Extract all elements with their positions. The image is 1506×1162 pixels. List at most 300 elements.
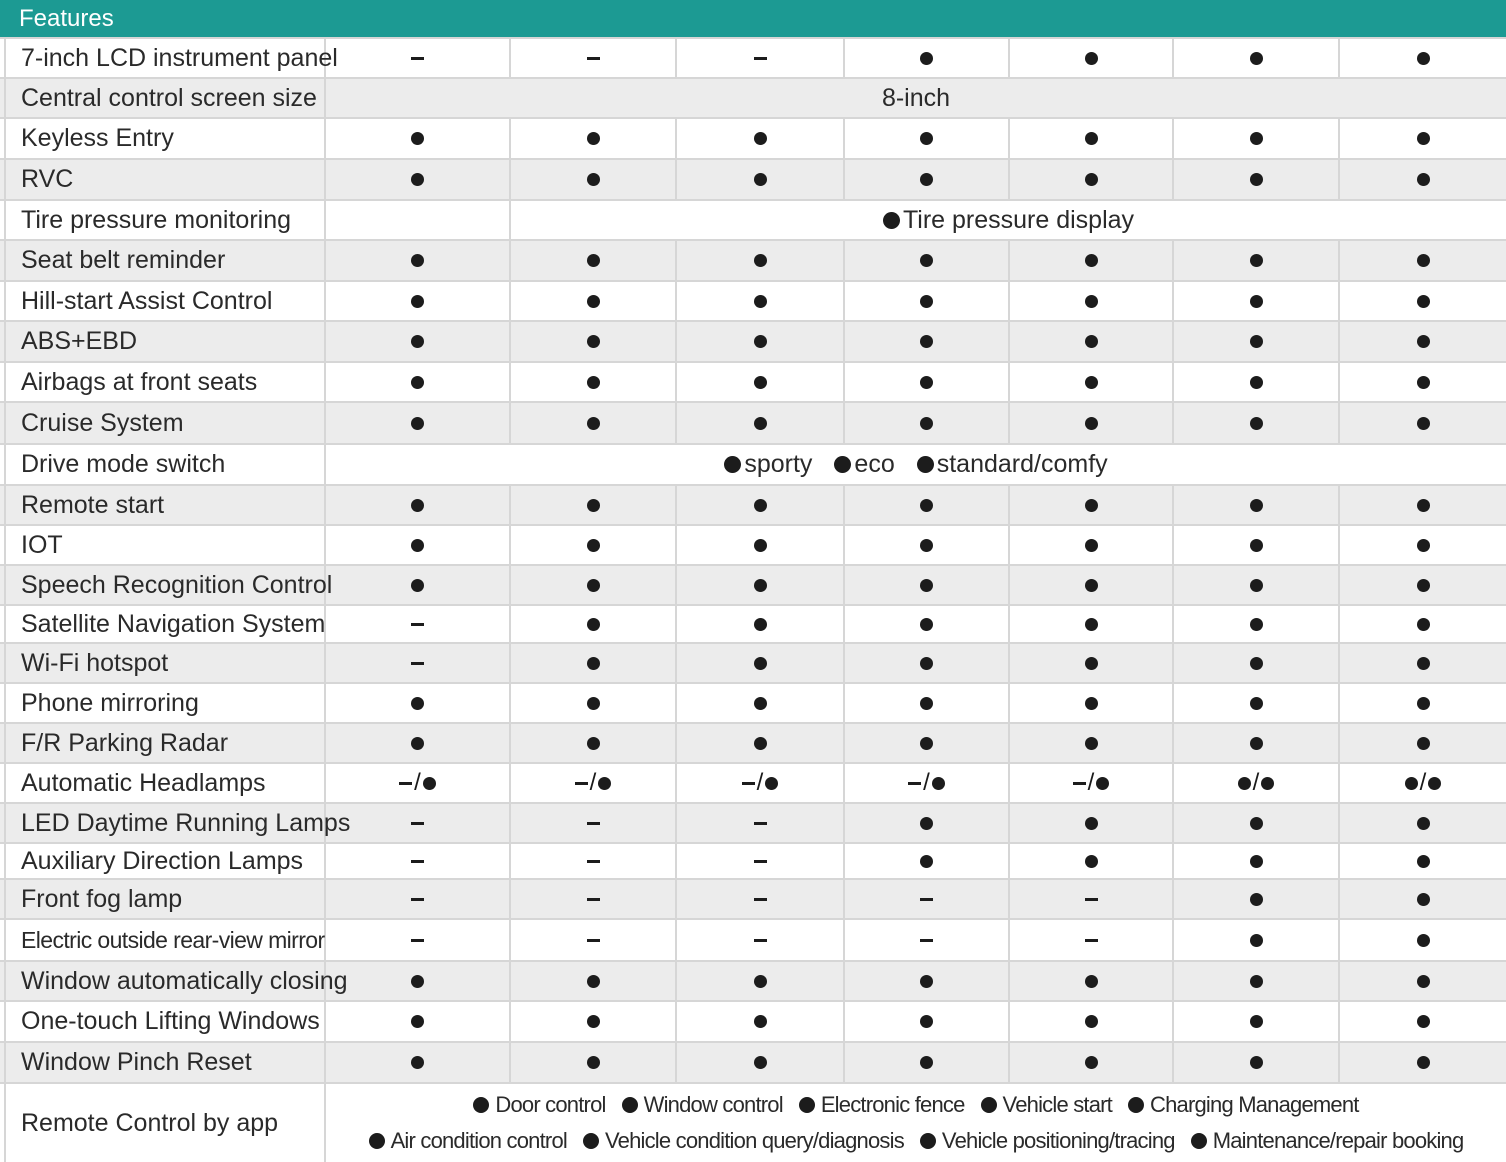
filled-dot-icon <box>1250 737 1263 750</box>
table-row <box>0 802 1506 842</box>
filled-dot-icon <box>920 132 933 145</box>
filled-dot-icon <box>1085 657 1098 670</box>
option-list <box>326 445 1506 484</box>
filled-dot-icon <box>1250 173 1263 186</box>
trim-cell <box>1338 160 1506 199</box>
filled-dot-icon <box>473 1097 489 1113</box>
trim-cell <box>843 486 1008 524</box>
trim-cell <box>1008 962 1172 1000</box>
filled-dot-icon <box>1250 893 1263 906</box>
trim-cell <box>1338 804 1506 842</box>
filled-dot-icon <box>799 1097 815 1113</box>
feature-label: Cruise System <box>4 403 326 443</box>
trim-cell <box>1008 241 1172 280</box>
filled-dot-icon <box>1096 777 1109 790</box>
trim-cell <box>843 764 1008 802</box>
table-row <box>0 1082 1506 1162</box>
filled-dot-icon <box>587 499 600 512</box>
trim-cell <box>509 526 675 564</box>
filled-dot-icon <box>587 618 600 631</box>
app-feature-line <box>473 1092 1358 1118</box>
trim-cell <box>1172 764 1338 802</box>
trim-cell <box>675 606 843 642</box>
filled-dot-icon <box>1250 697 1263 710</box>
slash-separator: / <box>1087 769 1095 796</box>
trim-cell <box>675 241 843 280</box>
filled-dot-icon <box>587 335 600 348</box>
trim-cell <box>675 486 843 524</box>
app-feature-item <box>981 1092 1112 1118</box>
table-row <box>0 642 1506 682</box>
app-feature-item <box>622 1092 783 1118</box>
trim-cell <box>675 160 843 199</box>
dash-icon <box>399 782 412 785</box>
filled-dot-icon <box>1250 335 1263 348</box>
option-label: eco <box>854 450 895 478</box>
trim-cell <box>326 962 509 1000</box>
trim-cell <box>509 684 675 722</box>
app-feature-label: Charging Management <box>1150 1092 1359 1117</box>
trim-cell <box>1172 322 1338 361</box>
trim-cell <box>1008 39 1172 77</box>
trim-cell <box>1008 363 1172 401</box>
trim-cell <box>1008 1002 1172 1041</box>
feature-label: 7-inch LCD instrument panel <box>4 39 326 77</box>
filled-dot-icon <box>917 456 934 473</box>
trim-cell <box>326 1002 509 1041</box>
app-feature-label: Electronic fence <box>820 1092 965 1117</box>
feature-label: One-touch Lifting Windows <box>4 1002 326 1041</box>
filled-dot-icon <box>920 254 933 267</box>
filled-dot-icon <box>411 975 424 988</box>
filled-dot-icon <box>411 295 424 308</box>
filled-dot-icon <box>587 173 600 186</box>
option-label: Tire pressure display <box>902 205 1135 234</box>
trim-cell <box>843 606 1008 642</box>
filled-dot-icon <box>1085 499 1098 512</box>
trim-cell <box>675 322 843 361</box>
app-feature-list <box>326 1084 1506 1162</box>
trim-cell <box>1172 282 1338 320</box>
trim-cell <box>1338 606 1506 642</box>
slash-separator: / <box>923 769 930 796</box>
dash-icon <box>411 898 424 901</box>
trim-cell <box>1008 804 1172 842</box>
dash-icon <box>411 939 424 942</box>
dash-icon <box>920 939 933 942</box>
trim-cell <box>1338 920 1506 960</box>
trim-cell <box>1008 403 1172 443</box>
mixed-availability <box>1238 771 1275 795</box>
trim-cell <box>509 160 675 199</box>
feature-label: Speech Recognition Control <box>4 566 326 604</box>
filled-dot-icon <box>754 335 767 348</box>
dash-icon <box>575 782 588 785</box>
trim-cell <box>509 119 675 158</box>
trim-cell <box>843 1043 1008 1082</box>
table-row <box>0 960 1506 1000</box>
trim-cell <box>1172 804 1338 842</box>
slash-separator: / <box>589 769 597 796</box>
filled-dot-icon <box>1417 893 1430 906</box>
filled-dot-icon <box>754 254 767 267</box>
filled-dot-icon <box>411 697 424 710</box>
dash-icon <box>587 57 600 60</box>
trim-cell <box>1338 724 1506 762</box>
filled-dot-icon <box>1238 777 1251 790</box>
dash-icon <box>1073 782 1086 785</box>
filled-dot-icon <box>587 737 600 750</box>
filled-dot-icon <box>587 579 600 592</box>
app-feature-label: Window control <box>643 1092 783 1117</box>
filled-dot-icon <box>920 657 933 670</box>
feature-label: Window Pinch Reset <box>4 1043 326 1082</box>
filled-dot-icon <box>411 499 424 512</box>
filled-dot-icon <box>1085 1015 1098 1028</box>
trim-cell <box>1008 606 1172 642</box>
feature-label: Satellite Navigation System <box>4 606 326 642</box>
filled-dot-icon <box>920 173 933 186</box>
filled-dot-icon <box>754 376 767 389</box>
trim-cell <box>1172 844 1338 878</box>
filled-dot-icon <box>1417 579 1430 592</box>
trim-cell <box>675 526 843 564</box>
trim-cell <box>509 804 675 842</box>
trim-cell <box>1172 363 1338 401</box>
trim-cell <box>326 804 509 842</box>
table-row <box>0 158 1506 199</box>
dash-icon <box>754 898 767 901</box>
filled-dot-icon <box>1250 657 1263 670</box>
filled-dot-icon <box>1417 697 1430 710</box>
dash-icon <box>587 939 600 942</box>
table-row <box>0 443 1506 484</box>
trim-cell <box>1008 526 1172 564</box>
trim-cell <box>509 282 675 320</box>
feature-label: IOT <box>4 526 326 564</box>
table-row <box>0 722 1506 762</box>
filled-dot-icon <box>920 697 933 710</box>
filled-dot-icon <box>754 173 767 186</box>
trim-cell <box>326 566 509 604</box>
trim-cell <box>1008 1043 1172 1082</box>
table-row <box>0 361 1506 401</box>
trim-cell <box>326 282 509 320</box>
slash-separator: / <box>1252 769 1260 796</box>
app-feature-item <box>369 1128 567 1154</box>
option-label: sporty <box>744 450 813 478</box>
trim-cell <box>1338 322 1506 361</box>
table-row <box>0 842 1506 878</box>
filled-dot-icon <box>587 254 600 267</box>
trim-cell <box>1172 403 1338 443</box>
dash-icon <box>742 782 755 785</box>
filled-dot-icon <box>369 1133 385 1149</box>
filled-dot-icon <box>920 376 933 389</box>
trim-cell <box>326 403 509 443</box>
filled-dot-icon <box>920 817 933 830</box>
trim-cell <box>326 160 509 199</box>
filled-dot-icon <box>1417 1015 1430 1028</box>
dash-icon <box>754 822 767 825</box>
filled-dot-icon <box>1085 173 1098 186</box>
trim-cell <box>326 684 509 722</box>
filled-dot-icon <box>1417 52 1430 65</box>
trim-cell <box>675 962 843 1000</box>
feature-label: Auxiliary Direction Lamps <box>4 844 326 878</box>
filled-dot-icon <box>754 1015 767 1028</box>
feature-label: LED Daytime Running Lamps <box>4 804 326 842</box>
app-feature-item <box>583 1128 904 1154</box>
filled-dot-icon <box>1250 934 1263 947</box>
dash-icon <box>587 898 600 901</box>
filled-dot-icon <box>1085 697 1098 710</box>
trim-cell <box>675 920 843 960</box>
feature-label: Wi-Fi hotspot <box>4 644 326 682</box>
trim-cell <box>326 880 509 918</box>
filled-dot-icon <box>1128 1097 1144 1113</box>
trim-cell <box>1008 160 1172 199</box>
trim-cell <box>326 39 509 77</box>
filled-dot-icon <box>1085 52 1098 65</box>
filled-dot-icon <box>411 417 424 430</box>
trim-cell <box>1338 764 1506 802</box>
trim-cell <box>1338 566 1506 604</box>
trim-cell <box>1008 282 1172 320</box>
slash-separator: / <box>414 769 421 796</box>
trim-cell <box>1338 363 1506 401</box>
filled-dot-icon <box>1250 132 1263 145</box>
filled-dot-icon <box>1085 376 1098 389</box>
trim-cell <box>1338 526 1506 564</box>
table-row <box>0 878 1506 918</box>
trim-cell <box>509 322 675 361</box>
trim-cell <box>1008 644 1172 682</box>
trim-cell <box>843 526 1008 564</box>
trim-cell <box>509 920 675 960</box>
feature-label: Tire pressure monitoring <box>4 201 326 239</box>
table-row <box>0 77 1506 117</box>
app-feature-line <box>369 1128 1464 1154</box>
feature-label: ABS+EBD <box>4 322 326 361</box>
dash-icon <box>587 822 600 825</box>
trim-cell <box>1172 724 1338 762</box>
filled-dot-icon <box>754 295 767 308</box>
filled-dot-icon <box>1417 737 1430 750</box>
option-item <box>834 450 894 479</box>
table-row <box>0 117 1506 158</box>
trim-cell <box>843 160 1008 199</box>
trim-cell <box>1338 844 1506 878</box>
trim-cell <box>675 282 843 320</box>
feature-label: Front fog lamp <box>4 880 326 918</box>
trim-cell <box>843 282 1008 320</box>
slash-separator: / <box>1419 769 1427 796</box>
trim-cell <box>509 39 675 77</box>
feature-label: Window automatically closing <box>4 962 326 1000</box>
table-row <box>0 199 1506 239</box>
filled-dot-icon <box>587 1056 600 1069</box>
app-feature-label: Vehicle positioning/tracing <box>941 1128 1175 1153</box>
filled-dot-icon <box>754 1056 767 1069</box>
filled-dot-icon <box>920 499 933 512</box>
feature-label: Keyless Entry <box>4 119 326 158</box>
option-item <box>883 206 1134 235</box>
filled-dot-icon <box>1250 1056 1263 1069</box>
trim-cell <box>509 566 675 604</box>
trim-cell <box>843 322 1008 361</box>
filled-dot-icon <box>1085 539 1098 552</box>
filled-dot-icon <box>1250 1015 1263 1028</box>
trim-cell <box>1008 684 1172 722</box>
app-feature-label: Vehicle condition query/diagnosis <box>604 1128 904 1153</box>
trim-cell <box>843 1002 1008 1041</box>
trim-cell <box>1338 1043 1506 1082</box>
filled-dot-icon <box>1405 777 1418 790</box>
filled-dot-icon <box>587 132 600 145</box>
trim-cell <box>509 962 675 1000</box>
trim-cell <box>1008 844 1172 878</box>
filled-dot-icon <box>920 737 933 750</box>
filled-dot-icon <box>1428 777 1441 790</box>
mixed-availability <box>742 771 779 795</box>
app-feature-label: Maintenance/repair booking <box>1212 1128 1464 1153</box>
filled-dot-icon <box>724 456 741 473</box>
table-row <box>0 682 1506 722</box>
filled-dot-icon <box>920 539 933 552</box>
trim-cell <box>326 606 509 642</box>
trim-cell <box>1338 880 1506 918</box>
trim-cell <box>509 844 675 878</box>
filled-dot-icon <box>754 132 767 145</box>
filled-dot-icon <box>754 579 767 592</box>
app-feature-item <box>473 1092 605 1118</box>
filled-dot-icon <box>920 295 933 308</box>
trim-cell <box>1338 119 1506 158</box>
filled-dot-icon <box>1250 417 1263 430</box>
dash-icon <box>411 57 424 60</box>
table-row <box>0 762 1506 802</box>
trim-cell <box>843 39 1008 77</box>
filled-dot-icon <box>411 1015 424 1028</box>
filled-dot-icon <box>1085 417 1098 430</box>
filled-dot-icon <box>920 975 933 988</box>
trim-cell <box>1172 920 1338 960</box>
trim-cell <box>675 764 843 802</box>
filled-dot-icon <box>1191 1133 1207 1149</box>
filled-dot-icon <box>587 975 600 988</box>
trim-cell <box>1008 486 1172 524</box>
filled-dot-icon <box>411 254 424 267</box>
filled-dot-icon <box>587 697 600 710</box>
feature-label: Electric outside rear-view mirror <box>4 920 326 960</box>
dash-icon <box>411 623 424 626</box>
filled-dot-icon <box>587 295 600 308</box>
filled-dot-icon <box>754 657 767 670</box>
filled-dot-icon <box>920 1056 933 1069</box>
option-label: standard/comfy <box>936 450 1108 478</box>
app-feature-label: Door control <box>495 1092 606 1117</box>
trim-cell <box>1008 920 1172 960</box>
filled-dot-icon <box>587 1015 600 1028</box>
feature-label: Hill-start Assist Control <box>4 282 326 320</box>
filled-dot-icon <box>920 855 933 868</box>
trim-cell <box>675 403 843 443</box>
filled-dot-icon <box>1085 335 1098 348</box>
option-list <box>509 201 1506 239</box>
trim-cell <box>843 644 1008 682</box>
app-feature-item <box>920 1128 1175 1154</box>
table-row <box>0 1000 1506 1041</box>
filled-dot-icon <box>411 335 424 348</box>
trim-cell <box>675 1043 843 1082</box>
filled-dot-icon <box>411 1056 424 1069</box>
filled-dot-icon <box>1417 335 1430 348</box>
trim-cell <box>843 566 1008 604</box>
filled-dot-icon <box>1250 52 1263 65</box>
trim-cell <box>843 684 1008 722</box>
feature-label: RVC <box>4 160 326 199</box>
trim-cell <box>1172 1043 1338 1082</box>
filled-dot-icon <box>1085 737 1098 750</box>
trim-cell <box>675 363 843 401</box>
trim-cell <box>843 363 1008 401</box>
option-item <box>917 450 1108 479</box>
filled-dot-icon <box>1417 657 1430 670</box>
filled-dot-icon <box>1417 295 1430 308</box>
mixed-availability <box>1405 771 1442 795</box>
slash-separator: / <box>756 769 764 796</box>
filled-dot-icon <box>754 618 767 631</box>
table-row <box>0 564 1506 604</box>
filled-dot-icon <box>1417 1056 1430 1069</box>
filled-dot-icon <box>1085 1056 1098 1069</box>
feature-label: Drive mode switch <box>4 445 326 484</box>
trim-cell <box>1338 644 1506 682</box>
trim-cell <box>675 804 843 842</box>
feature-label: Remote Control by app <box>4 1084 326 1162</box>
table-row <box>0 604 1506 642</box>
trim-cell <box>843 724 1008 762</box>
table-row <box>0 280 1506 320</box>
filled-dot-icon <box>765 777 778 790</box>
filled-dot-icon <box>1085 579 1098 592</box>
trim-cell <box>1008 566 1172 604</box>
trim-cell <box>326 764 509 802</box>
trim-cell <box>509 644 675 682</box>
trim-cell <box>1338 1002 1506 1041</box>
filled-dot-icon <box>1417 376 1430 389</box>
filled-dot-icon <box>834 456 851 473</box>
dash-icon <box>754 939 767 942</box>
filled-dot-icon <box>1417 618 1430 631</box>
filled-dot-icon <box>1417 817 1430 830</box>
table-row <box>0 1041 1506 1082</box>
filled-dot-icon <box>920 52 933 65</box>
trim-cell <box>675 844 843 878</box>
dash-icon <box>908 782 921 785</box>
filled-dot-icon <box>920 579 933 592</box>
filled-dot-icon <box>587 376 600 389</box>
dash-icon <box>411 822 424 825</box>
trim-cell <box>843 844 1008 878</box>
filled-dot-icon <box>411 132 424 145</box>
filled-dot-icon <box>754 499 767 512</box>
filled-dot-icon <box>622 1097 638 1113</box>
trim-cell <box>326 363 509 401</box>
trim-cell <box>1338 684 1506 722</box>
trim-cell <box>1172 241 1338 280</box>
